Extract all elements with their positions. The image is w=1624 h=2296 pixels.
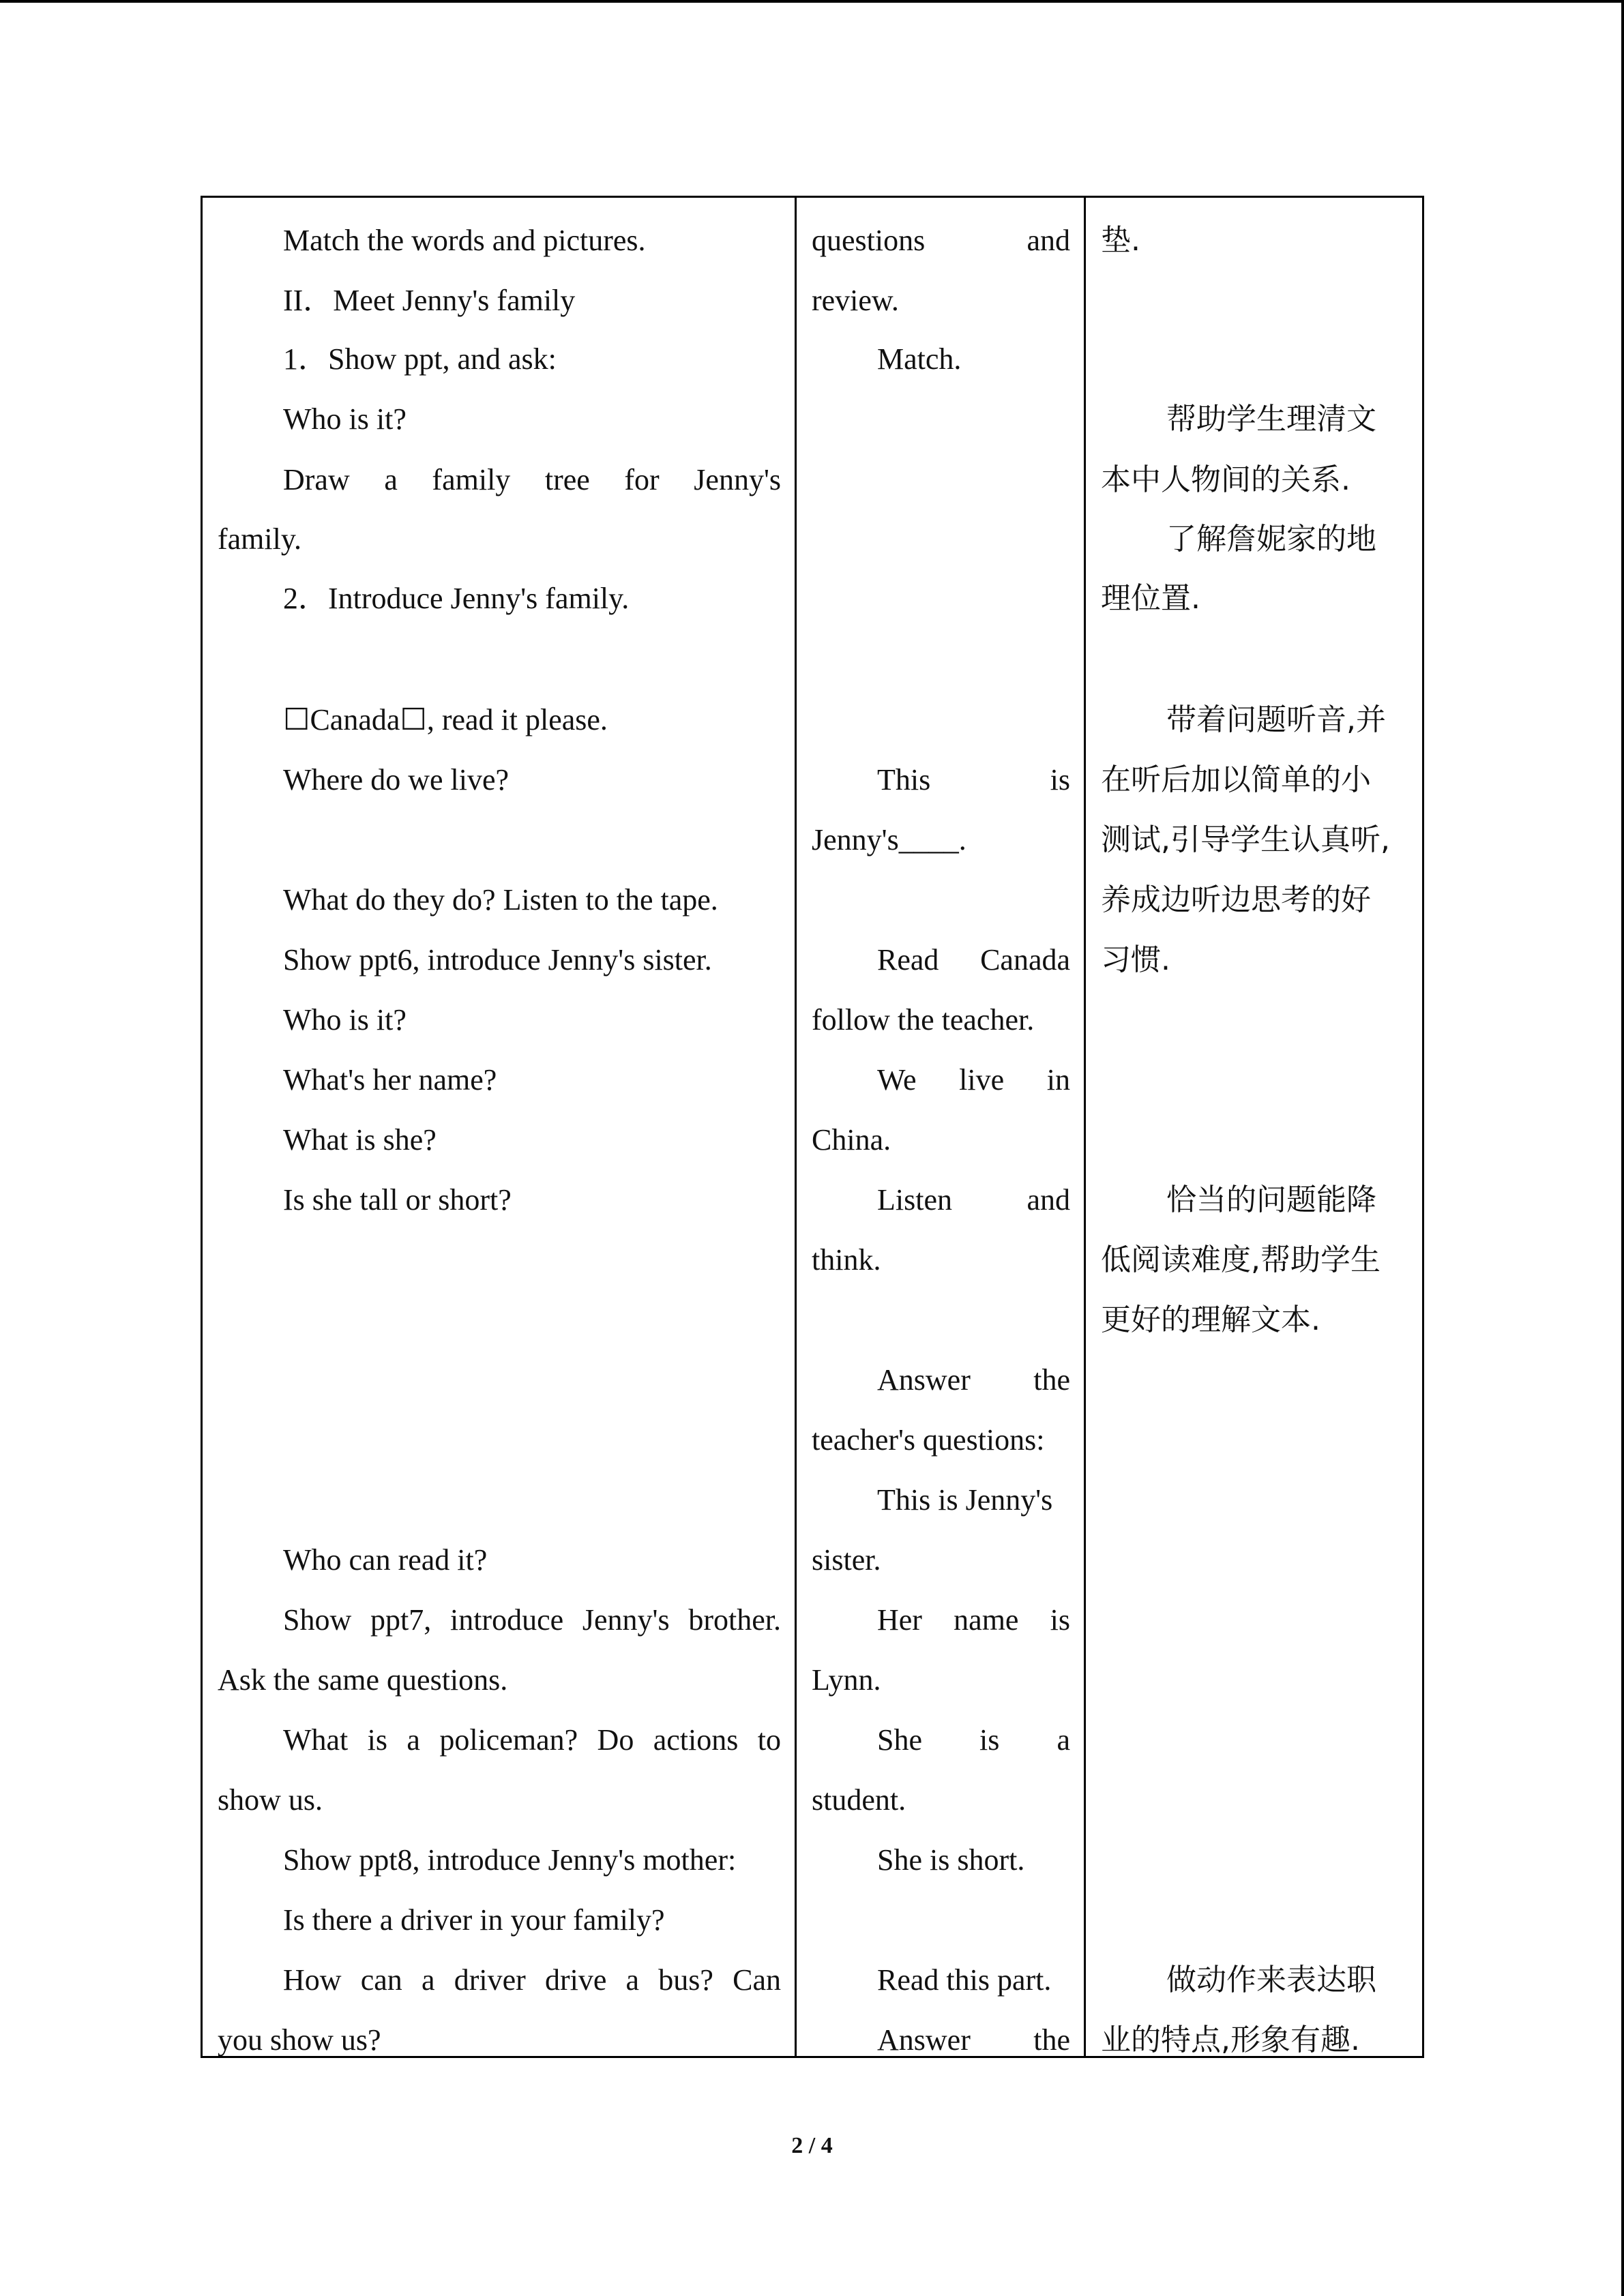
text-line: you show us? [218,2023,381,2056]
text-line: teacher's questions: [812,1423,1045,1457]
teacher-activity-column [203,198,795,2056]
text-line: Read Canada [877,943,1070,976]
text-line: Is there a driver in your family? [283,1903,665,1937]
lesson-table [201,196,1424,2058]
text-line: China. [812,1123,891,1157]
text-line: Where do we live? [283,763,510,796]
text-line: Ask the same questions. [218,1663,508,1697]
page-edge-top [0,0,1624,3]
text-line: Match the words and pictures. [283,224,646,257]
text-line: 更好的理解文本. [1101,1302,1320,1337]
text-line: 带着问题听音,并 [1166,702,1386,737]
page-number: 2 / 4 [791,2133,833,2158]
text-line: questions and [812,224,1070,257]
text-line: We live in [877,1063,1070,1097]
text-line: Listen and [877,1183,1070,1217]
text-line: sister. [812,1543,881,1577]
text-line: 养成边听边思考的好 [1101,882,1371,917]
text-line: What is she? [283,1123,437,1157]
design-intent-column [1086,198,1424,2056]
text-line: 垫. [1101,223,1140,258]
text-line: follow the teacher. [812,1003,1035,1037]
text-line: review. [812,284,899,317]
text-line: 习惯. [1101,942,1170,977]
text-line: think. [812,1243,881,1277]
text-line: 业的特点,形象有趣. [1101,2023,1360,2056]
text-line: Match. [877,342,962,376]
text-line: She is a [877,1723,1070,1757]
text-line: Draw a family tree for Jenny's [283,463,781,496]
text-line: This is Jenny's [877,1483,1053,1517]
text-line: 本中人物间的关系. [1101,462,1350,497]
text-line: What is a policeman? Do actions to [283,1723,781,1757]
text-line: 理位置. [1101,581,1200,616]
text-line: 恰当的问题能降 [1166,1182,1376,1217]
text-line: Jenny's____. [812,823,966,856]
text-line: family. [218,522,301,556]
text-line: What's her name? [283,1063,497,1097]
text-line: 2．Introduce Jenny's family. [283,582,630,615]
text-line: This is [877,763,1070,796]
text-line: 测试,引导学生认真听, [1101,822,1390,857]
student-activity-column [797,198,1084,2056]
text-line: 1．Show ppt, and ask: [283,342,557,376]
text-line: show us. [218,1783,323,1817]
text-line: Lynn. [812,1663,881,1697]
page-edge-right [1621,0,1624,2296]
text-line: She is short. [877,1843,1025,1877]
text-line: 做动作来表达职 [1166,1963,1376,1997]
text-line: 低阅读难度,帮助学生 [1101,1242,1381,1277]
text-line: Show ppt8, introduce Jenny's mother: [283,1843,737,1877]
text-line: What do they do? Listen to the tape. [283,883,718,916]
text-line: II．Meet Jenny's family [283,284,576,317]
text-line: Show ppt6, introduce Jenny's sister. [283,943,712,976]
text-line: Who is it? [283,1003,407,1037]
text-line: How can a driver drive a bus? Can [283,1963,781,1997]
text-line: Who can read it? [283,1543,488,1577]
text-line: ☐Canada☐, read it please. [283,703,608,736]
text-line: student. [812,1783,906,1817]
text-line: Read this part. [877,1963,1052,1997]
text-line: 在听后加以简单的小 [1101,762,1371,797]
text-line: Answer the [877,1363,1070,1397]
text-line: 帮助学生理清文 [1166,402,1376,436]
text-line: Answer the [877,2023,1070,2056]
text-line: Her name is [877,1603,1070,1637]
text-line: 了解詹妮家的地 [1166,522,1376,556]
text-line: Show ppt7, introduce Jenny's brother. [283,1603,781,1637]
text-line: Who is it? [283,402,407,436]
text-line: Is she tall or short? [283,1183,512,1217]
